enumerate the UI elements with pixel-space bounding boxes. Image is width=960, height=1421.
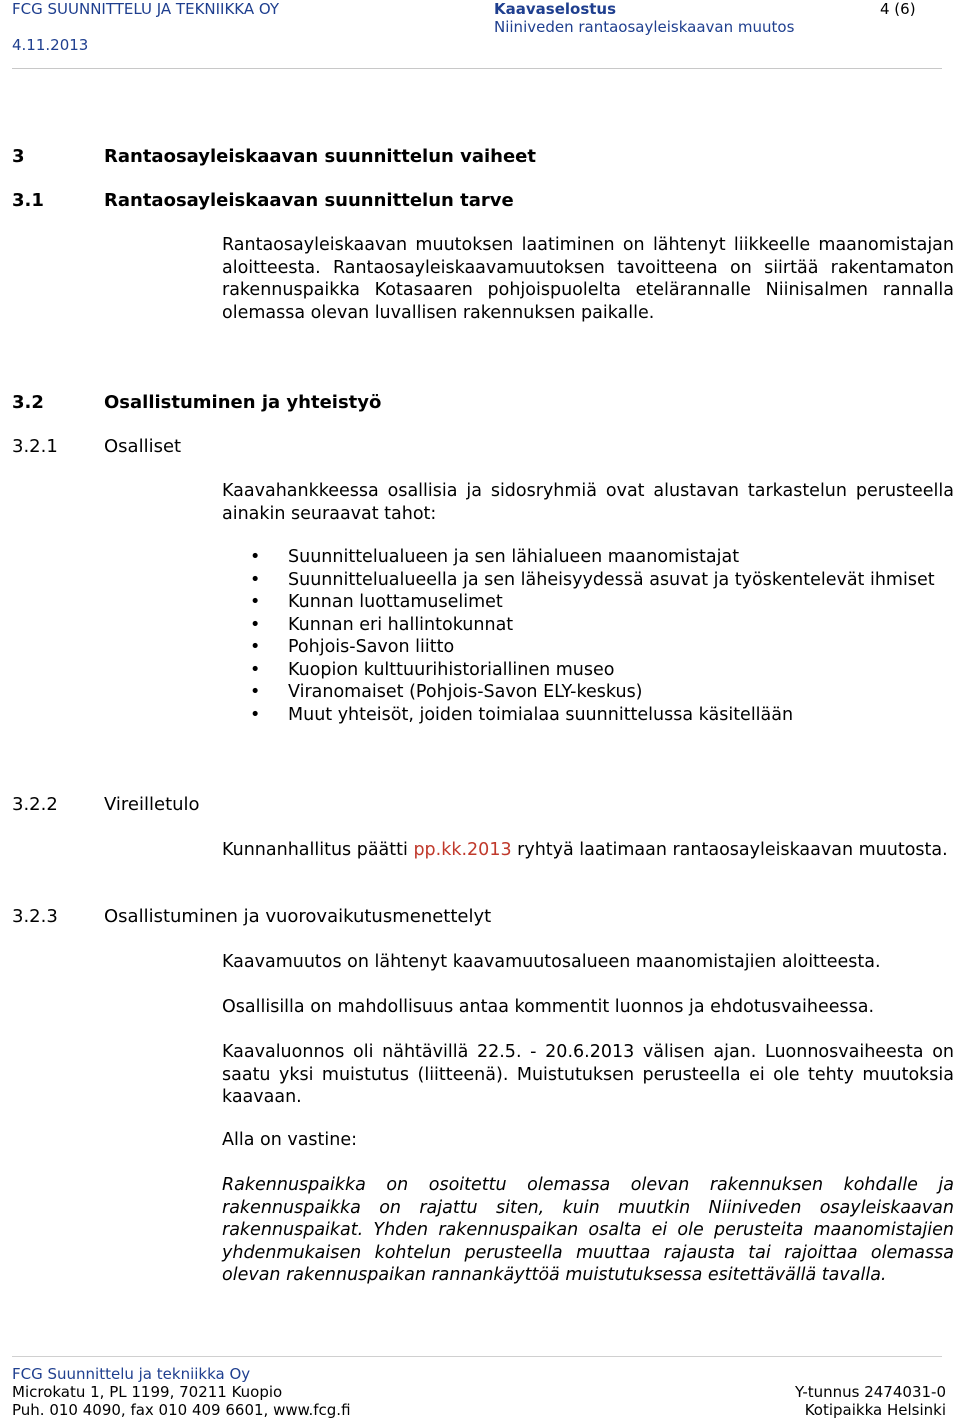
list-item: • Kunnan eri hallintokunnat bbox=[250, 614, 514, 635]
footer-company: FCG Suunnittelu ja tekniikka Oy bbox=[12, 1365, 251, 1383]
list-item: • Kunnan luottamuselimet bbox=[250, 592, 503, 612]
list-item: • Pohjois-Savon liitto bbox=[250, 637, 455, 657]
section-3-2-1-number: 3.2.1 bbox=[12, 436, 58, 457]
section-3-2-3-paragraph-4: Alla on vastine: bbox=[222, 1130, 358, 1150]
section-3-2-number: 3.2 bbox=[12, 392, 44, 413]
section-3-2-title: Osallistuminen ja yhteistyö bbox=[104, 392, 382, 413]
bullet-icon: • bbox=[250, 547, 261, 567]
footer-address: Microkatu 1, PL 1199, 70211 Kuopio bbox=[12, 1383, 283, 1401]
section-3-2-3-paragraph-3: Kaavaluonnos oli nähtävillä 22.5. - 20.6.2013 välisen ajan. Luonnosvaiheesta on saatu yksi muistutus (liitteenä). Muistutuksen perusteella ei ole tehty muutoksia kaavaan. bbox=[222, 1042, 954, 1107]
list-item: • Kuopion kulttuurihistoriallinen museo bbox=[250, 659, 615, 680]
header-date: 4.11.2013 bbox=[12, 36, 89, 54]
section-3-2-3-paragraph-1: Kaavamuutos on lähtenyt kaavamuutosalueen maanomistajien aloitteesta. bbox=[222, 952, 881, 972]
list-item: • Viranomaiset (Pohjois-Savon ELY-keskus) bbox=[250, 682, 643, 702]
section-3-1-title: Rantaosayleiskaavan suunnittelun tarve bbox=[104, 190, 514, 211]
section-3-2-3-paragraph-2: Osallisilla on mahdollisuus antaa kommentit luonnos ja ehdotusvaiheessa. bbox=[222, 997, 875, 1017]
footer-ytunnus: Y-tunnus 2474031-0 bbox=[794, 1383, 946, 1401]
section-3-1-paragraph: Rantaosayleiskaavan muutoksen laatiminen on lähtenyt liikkeelle maanomistajan aloitteesta. Rantaosayleiskaavamuutoksen tavoitteena on siirtää rakentamaton rakennuspaikka Kotasaaren pohjoispuolelta etelärannalle Niinisalmen rannalla olemassa olevan luvallisen rakennuksen paikalle. bbox=[222, 235, 954, 323]
section-3-2-2-number: 3.2.2 bbox=[12, 794, 58, 815]
header-company: FCG SUUNNITTELU JA TEKNIIKKA OY bbox=[12, 0, 280, 18]
header-doc-type: Kaavaselostus bbox=[494, 0, 617, 18]
header-page-number: 4 (6) bbox=[880, 0, 916, 18]
bullet-icon: • bbox=[250, 659, 261, 680]
bullet-icon: • bbox=[250, 682, 261, 702]
section-3-2-2-title: Vireilletulo bbox=[104, 794, 200, 815]
footer-rule bbox=[12, 1356, 942, 1357]
section-3-1-number: 3.1 bbox=[12, 190, 44, 211]
section-3-2-2-paragraph: Kunnanhallitus päätti pp.kk.2013 ryhtyä laatimaan rantaosayleiskaavan muutosta. bbox=[222, 840, 948, 860]
stakeholder-list bbox=[250, 546, 954, 726]
footer-domicile: Kotipaikka Helsinki bbox=[804, 1401, 946, 1419]
list-item: • Suunnittelualueella ja sen läheisyydessä asuvat ja työskentelevät ihmiset bbox=[250, 569, 935, 590]
header-doc-title: Niiniveden rantaosayleiskaavan muutos bbox=[494, 18, 795, 36]
section-3-2-3-response: Rakennuspaikka on osoitettu olemassa olevan rakennuksen kohdalle ja rakennuspaikka on rajattu siten, kuin muutkin Niiniveden osayleiskaavan rakennuspaikat. Yhden rakennuspaikan osalta ei ole perusteita maanomistajien yhdenmukaisen kohtelun perusteella muuttaa rajausta tai rajoittaa olemassa olevan rakennuspaikan rannankäyttöä muistutuksessa esitettävällä tavalla. bbox=[222, 1175, 954, 1285]
section-3-title: Rantaosayleiskaavan suunnittelun vaiheet bbox=[104, 146, 536, 167]
section-3-2-3-number: 3.2.3 bbox=[12, 906, 58, 927]
section-3-2-1-title: Osalliset bbox=[104, 436, 182, 457]
bullet-icon: • bbox=[250, 569, 261, 590]
list-item: • Muut yhteisöt, joiden toimialaa suunnittelussa käsitellään bbox=[250, 704, 794, 725]
bullet-icon: • bbox=[250, 592, 261, 612]
header-rule bbox=[12, 68, 942, 69]
list-item: • Suunnittelualueen ja sen lähialueen maanomistajat bbox=[250, 547, 740, 567]
bullet-icon: • bbox=[250, 704, 261, 725]
section-3-2-3-title: Osallistuminen ja vuorovaikutusmenettelyt bbox=[104, 906, 492, 927]
footer-contact: Puh. 010 4090, fax 010 409 6601, www.fcg.fi bbox=[12, 1401, 351, 1419]
bullet-icon: • bbox=[250, 614, 261, 635]
bullet-icon: • bbox=[250, 637, 261, 657]
decision-date-placeholder: pp.kk.2013 bbox=[413, 840, 512, 860]
section-3-number: 3 bbox=[12, 146, 25, 167]
section-3-2-1-intro: Kaavahankkeessa osallisia ja sidosryhmiä ovat alustavan tarkastelun perusteella ainakin seuraavat tahot: bbox=[222, 481, 954, 524]
